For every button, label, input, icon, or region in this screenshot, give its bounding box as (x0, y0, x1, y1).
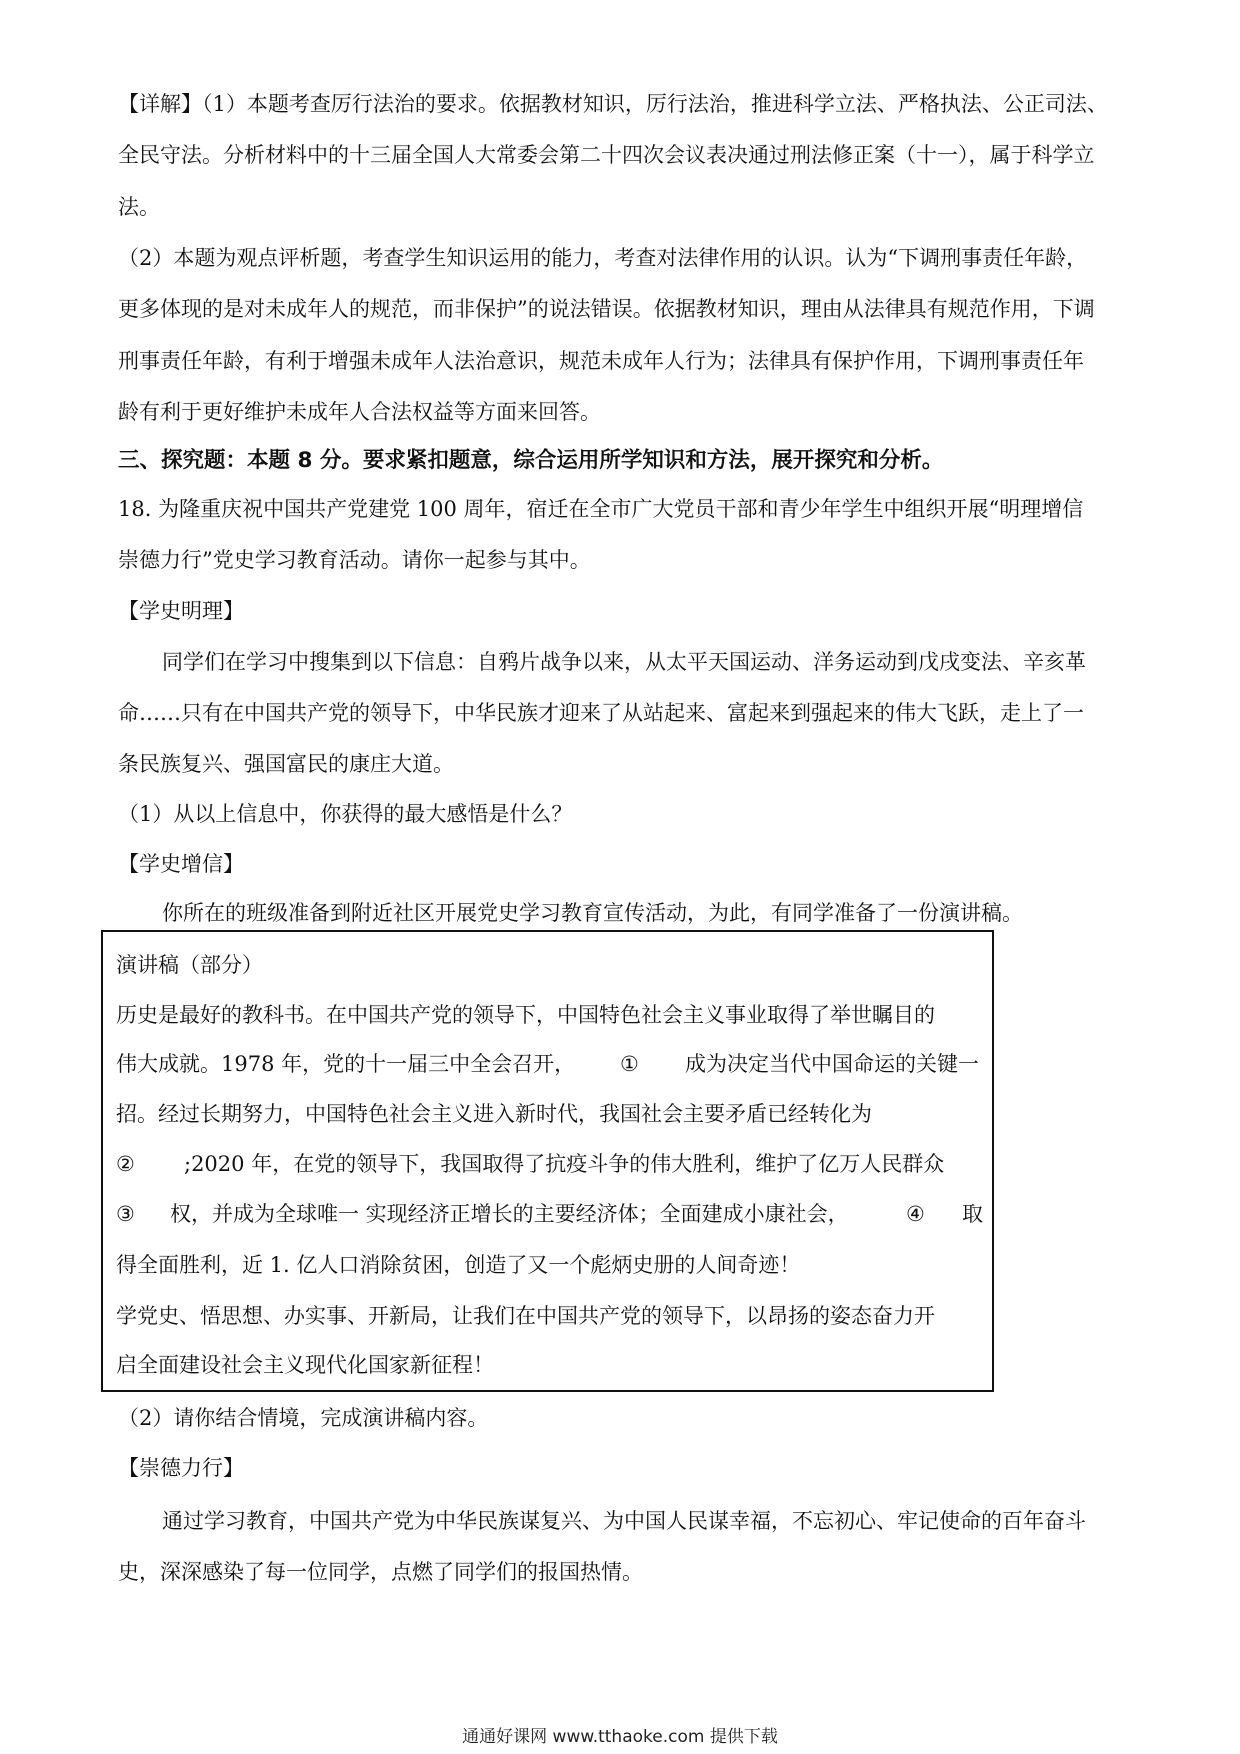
speech-title: 演讲稿（部分） (116, 953, 263, 977)
part3-paragraph: 通过学习教育，中国共产党为中华民族谋复兴、为中国人民谋幸福，不忘初心、牢记使命的百年奋斗 (162, 1509, 1086, 1533)
analysis-line: 法。 (118, 195, 160, 219)
analysis-line: 全民守法。分析材料中的十三届全国人大常委会第二十四次会议表决通过刑法修正案（十一），属于科学立 (118, 143, 1095, 167)
part3-header: 【崇德力行】 (118, 1456, 244, 1480)
part2-header: 【学史增信】 (118, 852, 244, 876)
speech-line: 得全面胜利，近 1. 亿人口消除贫困，创造了又一个彪炳史册的人间奇迹！ (116, 1253, 801, 1277)
analysis-line: （2）本题为观点评析题，考查学生知识运用的能力，考查对法律作用的认识。认为“下调刑事责任年龄， (118, 246, 1088, 270)
speech-line: 招。经过长期努力，中国特色社会主义进入新时代，我国社会主要矛盾已经转化为 (116, 1102, 872, 1126)
question-line: 崇德力行”党史学习教育活动。请你一起参与其中。 (118, 548, 591, 572)
part1-header: 【学史明理】 (118, 599, 244, 623)
part1-paragraph: 同学们在学习中搜集到以下信息：自鸦片战争以来，从太平天国运动、洋务运动到戊戌变法、辛亥革 (162, 650, 1086, 674)
speech-line: 权，并成为全球唯一 实现经济正增长的主要经济体；全面建成小康社会， (170, 1202, 849, 1226)
speech-line: 成为决定当代中国命运的关键一 (685, 1052, 979, 1076)
part1-question: （1）从以上信息中，你获得的最大感悟是什么？ (118, 802, 573, 826)
question-line: 18. 为隆重庆祝中国共产党建党 100 周年，宿迁在全市广大党员干部和青少年学生中组织开展“明理增信 (118, 497, 1084, 521)
analysis-line: 刑事责任年龄，有利于增强未成年人法治意识，规范未成年人行为；法律具有保护作用，下调刑事责任年 (118, 349, 1084, 373)
blank-marker-4: ④ (906, 1202, 925, 1226)
blank-marker-1: ① (620, 1052, 639, 1076)
part1-paragraph: 命……只有在中国共产党的领导下，中华民族才迎来了从站起来、富起来到强起来的伟大飞跃，走上了一 (118, 701, 1084, 725)
speech-line: 伟大成就。1978 年，党的十一届三中全会召开， (116, 1052, 576, 1076)
speech-line: 历史是最好的教科书。在中国共产党的领导下，中国特色社会主义事业取得了举世瞩目的 (116, 1003, 935, 1027)
speech-line: 启全面建设社会主义现代化国家新征程！ (116, 1353, 494, 1377)
section-title: 三、探究题：本题 8 分。要求紧扣题意，综合运用所学知识和方法，展开探究和分析。 (118, 448, 944, 473)
speech-line: 取 (962, 1202, 983, 1226)
part2-intro: 你所在的班级准备到附近社区开展党史学习教育宣传活动，为此，有同学准备了一份演讲稿。 (162, 901, 1023, 925)
analysis-line: 龄有利于更好维护未成年人合法权益等方面来回答。 (118, 400, 601, 424)
page-footer: 通通好课网 www.tthaoke.com 提供下载 (462, 1727, 778, 1747)
part1-paragraph: 条民族复兴、强国富民的康庄大道。 (118, 752, 454, 776)
part3-paragraph: 史，深深感染了每一位同学，点燃了同学们的报国热情。 (118, 1560, 643, 1584)
analysis-line: 【详解】（1）本题考查厉行法治的要求。依据教材知识，厉行法治，推进科学立法、严格执法、公正司法、 (118, 92, 1108, 116)
blank-marker-3: ③ (116, 1202, 135, 1226)
analysis-line: 更多体现的是对未成年人的规范，而非保护”的说法错误。依据教材知识，理由从法律具有规范作用，下调 (118, 297, 1095, 321)
speech-line: ;2020 年，在党的领导下，我国取得了抗疫斗争的伟大胜利，维护了亿万人民群众 (184, 1152, 945, 1176)
speech-line: 学党史、悟思想、办实事、开新局，让我们在中国共产党的领导下，以昂扬的姿态奋力开 (116, 1304, 935, 1328)
part2-question: （2）请你结合情境，完成演讲稿内容。 (118, 1406, 489, 1430)
blank-marker-2: ② (116, 1152, 135, 1176)
